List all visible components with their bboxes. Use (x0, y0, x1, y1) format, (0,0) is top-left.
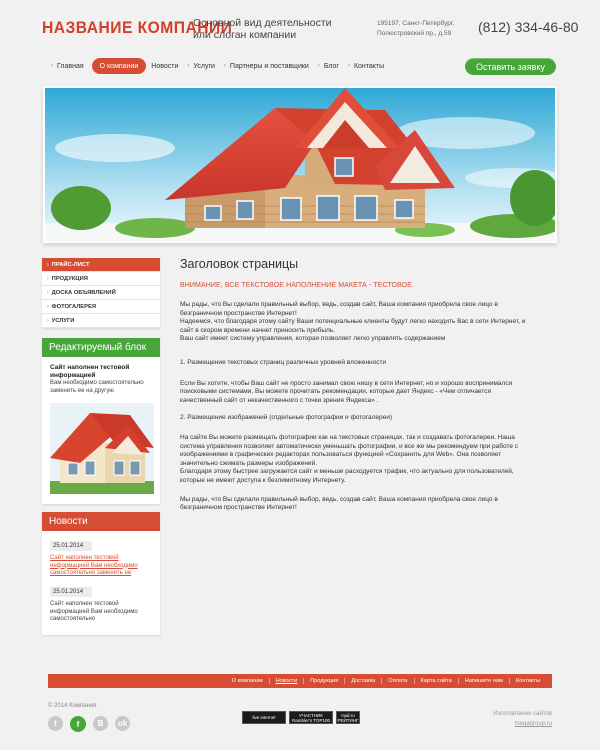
footer-link-about[interactable]: О компании (231, 678, 263, 684)
content-paragraph: На сайте Вы можете размещать фотографии как на текстовых страницах, так и создавать фотогалереи. Наша система управления позволяет автоматически уменьшать фотографии, и все же мы рекомендуем при работе с изображениями в графических редакторах пользоваться функцией «Сохранить для Web». Она позволяет значительно сжимать размеры изображений. Благодаря этому быстрее загружается сайт и меньше расходуется трафик, что актуально для пользователей, которые не имеют доступа к безлимитному Интернету. (180, 433, 519, 484)
social-links (48, 716, 130, 732)
editable-block-title: Редактируемый блок (42, 338, 160, 357)
sidebar-item-label: УСЛУГИ (51, 317, 75, 324)
nav-item-blog[interactable] (315, 58, 345, 74)
footer-link-contacts[interactable]: Контакты (509, 678, 546, 684)
copyright: © 2014 Компания (48, 703, 97, 709)
developer-label: Изготовление сайтов (493, 711, 552, 717)
content-paragraph: Если Вы хотите, чтобы Ваш сайт не просто занимал свою нишу в сети Интернет, но и хорошо воспринимался поисковыми системами, Вы можете прочитать рекомендации, которые дает Яндекс - «Чем отличается качественный сайт от некачественного с точки зрения Яндекса» . (180, 379, 513, 404)
phone-number: (812) 334-46-80 (478, 19, 579, 35)
twitter-icon[interactable]: t (48, 716, 63, 731)
slogan (193, 17, 332, 41)
sidebar-item-services[interactable] (42, 314, 160, 328)
vk-icon[interactable]: В (93, 716, 108, 731)
content-paragraph: Мы рады, что Вы сделали правильный выбор, ведь, создав сайт, Ваша компания приобрела свое лицо в безграничном пространстве Интернет! (180, 495, 498, 512)
bullet-icon: › (47, 317, 49, 324)
submit-request-button[interactable]: Оставить заявку (465, 58, 556, 75)
nav-item-label: Услуги (193, 62, 215, 70)
nav-item-label: Главная (57, 62, 84, 70)
bullet-icon: › (47, 261, 49, 268)
nav-item-about[interactable] (92, 58, 147, 74)
nav-item-label: Новости (151, 62, 179, 70)
nav-item-label: Блог (323, 62, 339, 70)
house-thumbnail-image (50, 403, 154, 494)
odnoklassniki-icon[interactable]: ok (115, 716, 130, 731)
footer-link-news[interactable]: Новости (269, 678, 304, 684)
sidebar-item-gallery[interactable] (42, 300, 160, 314)
bullet-icon: › (223, 63, 226, 69)
developer-credit (493, 709, 552, 729)
footer-link-products[interactable]: Продукция (303, 678, 344, 684)
liveinternet-counter[interactable]: live internet (242, 711, 286, 724)
address-line-2: Полюстровский пр., д.59 (377, 30, 452, 37)
content-subheading: 1. Размещение текстовых страниц различных уровней вложенности (180, 358, 387, 366)
page-title: Заголовок страницы (180, 257, 299, 271)
editable-block (42, 338, 160, 504)
news-date: 25.01.2014 (50, 587, 92, 597)
sidebar-item-products[interactable] (42, 272, 160, 286)
news-item-link[interactable]: Сайт наполнен тестовой информацией Вам необходимо самостоятельно заменить ее (50, 555, 138, 576)
content-subheading: 2. Размещение изображений (отдельные фотографии и фотогалереи) (180, 414, 393, 422)
bullet-icon: › (347, 63, 350, 69)
sidebar-item-label: ПРАЙС-ЛИСТ (51, 261, 90, 268)
rambler-counter[interactable]: УЧАСТНИК Rambler's TOP100 (289, 711, 333, 724)
footer-link-sitemap[interactable]: Карта сайта (414, 678, 458, 684)
bullet-icon: › (47, 289, 49, 296)
sidebar-item-price-list[interactable] (42, 258, 160, 272)
hero-banner (43, 86, 557, 243)
house-thumbnail (50, 403, 154, 494)
sidebar-item-label: ДОСКА ОБЪЯВЛЕНИЙ (51, 289, 116, 296)
sidebar-item-bulletin-board[interactable] (42, 286, 160, 300)
nav-item-contacts[interactable] (345, 58, 390, 74)
address (377, 19, 454, 39)
nav-item-label: О компании (99, 62, 139, 70)
news-block-title: Новости (42, 512, 160, 531)
footer-link-write-us[interactable]: Напишите нам (458, 678, 509, 684)
sidebar-item-label: ФОТОГАЛЕРЕЯ (51, 303, 97, 310)
slogan-line-1: Основной вид деятельности (193, 17, 332, 29)
nav-item-partners[interactable] (221, 58, 315, 74)
nav-item-services[interactable] (184, 58, 221, 74)
bullet-icon: › (47, 275, 49, 282)
address-line-1: 195197, Санкт-Петербург, (377, 20, 455, 27)
bullet-icon: › (51, 63, 53, 69)
nav-item-label: Контакты (353, 62, 385, 70)
sidebar-menu (42, 258, 160, 328)
news-block (42, 512, 160, 635)
developer-link[interactable]: megagroup.ru (514, 721, 552, 727)
facebook-icon[interactable]: f (70, 716, 86, 732)
footer-link-delivery[interactable]: Доставка (344, 678, 381, 684)
header (0, 0, 600, 56)
bullet-icon: › (187, 63, 190, 69)
nav-item-news[interactable] (148, 58, 184, 74)
house-illustration (45, 88, 555, 241)
bullet-icon: › (317, 63, 320, 69)
counters (242, 711, 360, 724)
sidebar-item-label: ПРОДУКЦИЯ (51, 275, 88, 282)
news-item-text: Сайт наполнен тестовой информацией Вам необходимо самостоятельно (50, 601, 138, 622)
nav-item-label: Партнеры и поставщики (229, 62, 309, 70)
warning-text: ВНИМАНИЕ, ВСЕ ТЕКСТОВОЕ НАПОЛНЕНИЕ МАКЕТА - ТЕСТОВОЕ. (180, 282, 414, 289)
editable-block-heading: Сайт наполнен тестовой информацией (50, 364, 130, 379)
bullet-icon: › (47, 303, 49, 310)
main-nav (48, 58, 390, 74)
news-date: 25.01.2014 (50, 541, 92, 551)
footer-link-payment[interactable]: Оплата (381, 678, 413, 684)
footer-nav (48, 674, 552, 688)
nav-item-home[interactable] (48, 58, 90, 74)
slogan-line-2: или слоган компании (193, 29, 297, 41)
editable-block-text: Вам необходимо самостоятельно заменить ее на другую (50, 380, 144, 394)
company-logo[interactable]: НАЗВАНИЕ КОМПАНИИ (42, 18, 233, 37)
content-paragraph: Мы рады, что Вы сделали правильный выбор, ведь, создав сайт, Ваша компания приобрела свое лицо в безграничном пространстве Интернет! Надеемся, что благодаря этому сайту Ваши потенциальные клиенты будут легко находить Вас в сети Интернет, и сайт в скором времени начнет приносить прибыль. Ваш сайт имеет систему управления, которая позволяет легко управлять содержанием (180, 301, 526, 343)
main-content (180, 257, 558, 513)
mail-counter[interactable]: mail.ru РЕЙТИНГ (337, 712, 359, 723)
